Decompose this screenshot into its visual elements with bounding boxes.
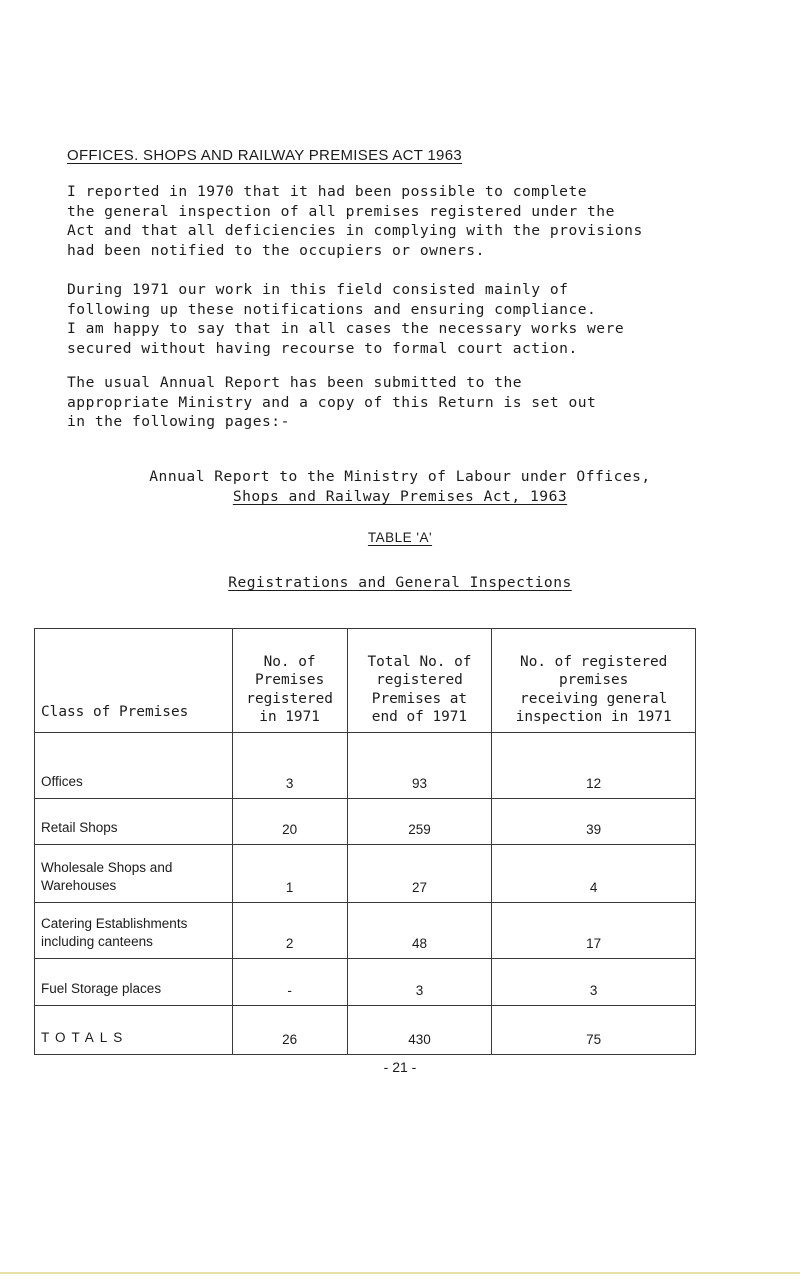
- paragraph-line: During 1971 our work in this field consisted mainly of: [67, 281, 569, 298]
- cell-total: 27: [347, 845, 492, 903]
- cell-totals-inspected: 75: [492, 1006, 696, 1055]
- cell-total: 259: [347, 799, 492, 845]
- table-row: [35, 799, 696, 845]
- cell-registered: -: [232, 959, 347, 1006]
- paragraph-line: I reported in 1970 that it had been possible to complete: [67, 183, 588, 200]
- cell-class: Offices: [35, 733, 233, 799]
- paragraph-line: had been notified to the occupiers or owners.: [67, 241, 485, 259]
- cell-class: Wholesale Shops and Warehouses: [35, 845, 233, 903]
- cell-inspected: 17: [492, 903, 696, 959]
- header-general-inspection: No. of registered premises receiving general inspection in 1971: [492, 629, 696, 733]
- cell-totals-label: TOTALS: [35, 1006, 233, 1055]
- cell-inspected: 39: [492, 799, 696, 845]
- report-title-line: Shops and Railway Premises Act, 1963: [232, 488, 568, 505]
- cell-inspected: 12: [492, 733, 696, 799]
- paragraph-1: [67, 182, 747, 260]
- paragraph-line: Act and that all deficiencies in complying with the provisions: [67, 222, 643, 240]
- cell-registered: 20: [232, 799, 347, 845]
- header-class-of-premises: Class of Premises: [35, 629, 233, 733]
- cell-class: Retail Shops: [35, 799, 233, 845]
- paragraph-line: secured without having recourse to formal court action.: [67, 339, 578, 357]
- paragraph-line: the general inspection of all premises registered under the: [67, 202, 615, 220]
- paragraph-line: appropriate Ministry and a copy of this Return is set out: [67, 393, 597, 411]
- cell-totals-total: 430: [347, 1006, 492, 1055]
- scan-edge-divider: [0, 1272, 800, 1274]
- totals-row: [35, 1006, 696, 1055]
- paragraph-line: I am happy to say that in all cases the necessary works were: [67, 320, 625, 338]
- cell-inspected: 4: [492, 845, 696, 903]
- registrations-table: [34, 628, 696, 1055]
- report-title: [0, 467, 800, 507]
- table-row: [35, 733, 696, 799]
- paragraph-line: The usual Annual Report has been submitted to the: [67, 374, 523, 391]
- cell-total: 48: [347, 903, 492, 959]
- table-row: [35, 959, 696, 1006]
- page-heading: OFFICES. SHOPS AND RAILWAY PREMISES ACT 1963: [67, 147, 462, 164]
- cell-registered: 1: [232, 845, 347, 903]
- header-total-registered: Total No. of registered Premises at end of 1971: [347, 629, 492, 733]
- paragraph-line: in the following pages:-: [67, 413, 290, 431]
- table-subtitle: Registrations and General Inspections: [228, 574, 572, 591]
- report-title-line: Annual Report to the Ministry of Labour under Offices,: [149, 468, 651, 485]
- cell-total: 93: [347, 733, 492, 799]
- cell-totals-registered: 26: [232, 1006, 347, 1055]
- table-row: [35, 903, 696, 959]
- table-row: [35, 845, 696, 903]
- header-premises-registered: No. of Premises registered in 1971: [232, 629, 347, 733]
- cell-registered: 2: [232, 903, 347, 959]
- cell-total: 3: [347, 959, 492, 1006]
- cell-registered: 3: [232, 733, 347, 799]
- paragraph-2: [67, 280, 747, 358]
- paragraph-line: following up these notifications and ensuring compliance.: [67, 300, 597, 318]
- table-header-row: [35, 629, 696, 733]
- cell-class: Catering Establishments including canteens: [35, 903, 233, 959]
- page-number: - 21 -: [383, 1059, 417, 1075]
- table-label: TABLE 'A': [367, 530, 433, 545]
- cell-inspected: 3: [492, 959, 696, 1006]
- cell-class: Fuel Storage places: [35, 959, 233, 1006]
- paragraph-3: [67, 373, 747, 432]
